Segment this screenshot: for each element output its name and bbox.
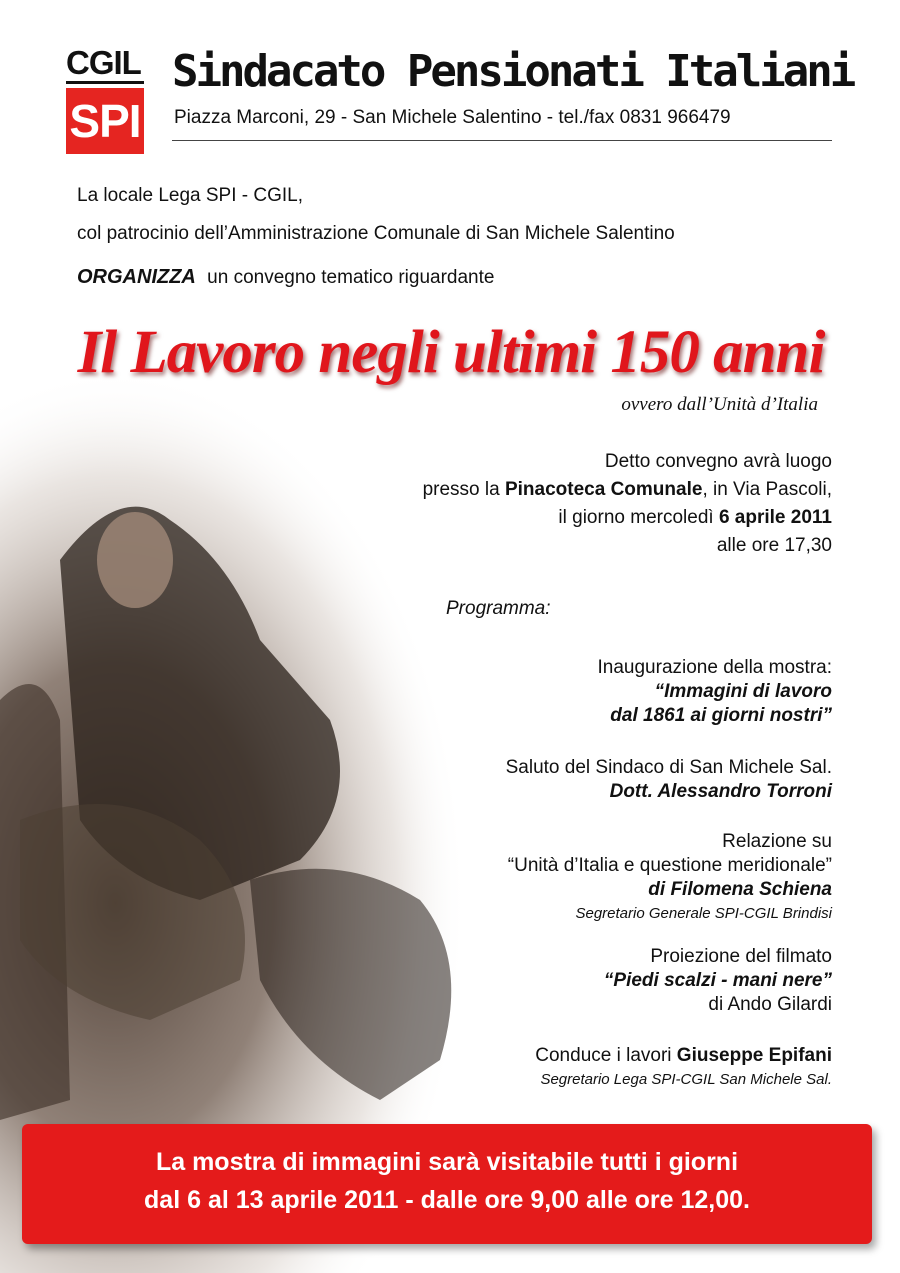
moderator-name: Giuseppe Epifani	[676, 1045, 832, 1066]
moderator-role: Segretario Lega SPI-CGIL San Michele Sal.	[540, 1071, 832, 1088]
intro-line-3-rest: un convegno tematico riguardante	[207, 267, 495, 288]
banner-line-1: La mostra di immagini sarà visitabile tutti i giorni	[155, 1148, 739, 1176]
program-item-5	[535, 1044, 832, 1092]
program-item-3	[508, 830, 832, 926]
program-item-4-label: Proiezione del filmato	[650, 946, 832, 967]
intro-line-2: col patrocinio dell’Amministrazione Comunale di San Michele Salentino	[77, 223, 675, 244]
organization-address: Piazza Marconi, 29 - San Michele Salentino - tel./fax 0831 966479	[174, 107, 731, 128]
program-item-4	[604, 945, 832, 1017]
exhibition-title-1: “Immagini di lavoro	[654, 681, 832, 702]
program-heading: Programma:	[446, 598, 551, 619]
intro-line-3	[77, 266, 494, 289]
speaker-role: Segretario Generale SPI-CGIL Brindisi	[575, 905, 832, 922]
event-details	[423, 450, 832, 558]
cgil-spi-logo	[66, 46, 146, 154]
speaker-name: di Filomena Schiena	[648, 879, 832, 900]
event-title: Il Lavoro negli ultimi 150 anni	[77, 319, 825, 386]
event-subtitle: ovvero dall’Unità d’Italia	[621, 394, 818, 415]
logo-spi-box: SPI	[66, 88, 144, 154]
event-date-line	[423, 506, 832, 530]
film-title: “Piedi scalzi - mani nere”	[603, 970, 832, 991]
event-where-line-2	[423, 478, 832, 502]
date-prefix: il giorno mercoledì	[558, 507, 714, 528]
program-item-1	[598, 656, 832, 728]
where-prefix: presso la	[422, 479, 500, 500]
talk-topic: “Unità d’Italia e questione meridionale”	[507, 855, 832, 876]
event-venue: Pinacoteca Comunale	[504, 479, 703, 500]
header-divider	[172, 140, 832, 141]
organization-title: Sindacato Pensionati Italiani	[172, 46, 854, 97]
logo-cgil-text: CGIL	[66, 44, 141, 81]
event-date: 6 aprile 2011	[718, 507, 832, 528]
exhibition-hours-banner	[22, 1124, 872, 1244]
logo-divider	[66, 81, 144, 84]
where-suffix: , in Via Pascoli,	[702, 479, 832, 500]
mayor-name: Dott. Alessandro Torroni	[609, 781, 832, 802]
exhibition-title-2: dal 1861 ai giorni nostri”	[610, 705, 832, 726]
organizza-label: ORGANIZZA	[77, 266, 196, 288]
program-item-2-label: Saluto del Sindaco di San Michele Sal.	[505, 757, 832, 778]
intro-line-1: La locale Lega SPI - CGIL,	[77, 185, 304, 206]
moderator-label: Conduce i lavori	[535, 1045, 672, 1066]
event-where-line-1: Detto convegno avrà luogo	[604, 451, 832, 472]
program-item-2	[506, 756, 832, 804]
banner-line-2: dal 6 al 13 aprile 2011 - dalle ore 9,00 alle ore 12,00.	[144, 1186, 750, 1214]
moderator-line	[535, 1044, 832, 1068]
event-time: alle ore 17,30	[716, 535, 832, 556]
program-item-3-label: Relazione su	[722, 831, 832, 852]
program-item-1-label: Inaugurazione della mostra:	[597, 657, 832, 678]
film-author: di Ando Gilardi	[708, 994, 832, 1015]
